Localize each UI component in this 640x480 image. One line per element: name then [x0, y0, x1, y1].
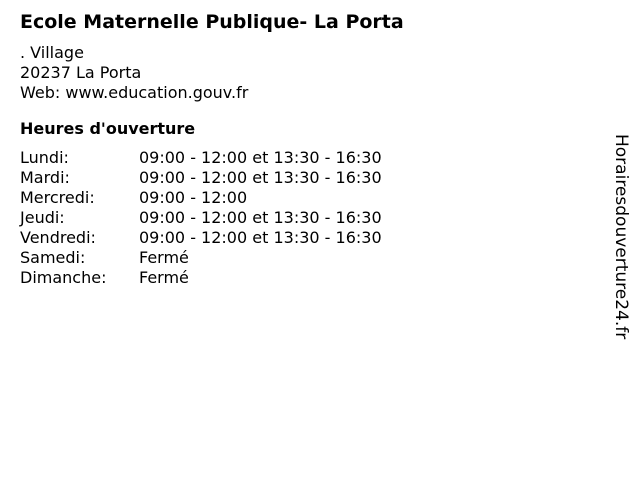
day-label: Lundi: [20, 148, 69, 167]
address-city: 20237 La Porta [20, 63, 142, 82]
address-street: . Village [20, 43, 84, 62]
day-label: Samedi: [20, 248, 86, 267]
hours-row-mercredi [20, 188, 600, 208]
day-hours: Fermé [139, 248, 189, 267]
hours-row-jeudi [20, 208, 600, 228]
day-hours: 09:00 - 12:00 et 13:30 - 16:30 [139, 148, 382, 167]
address-web: Web: www.education.gouv.fr [20, 83, 249, 102]
hours-row-lundi [20, 148, 600, 168]
hours-row-samedi [20, 248, 600, 268]
day-hours: 09:00 - 12:00 et 13:30 - 16:30 [139, 228, 382, 247]
hours-row-mardi [20, 168, 600, 188]
school-name: Ecole Maternelle Publique- La Porta [20, 11, 404, 33]
day-hours: 09:00 - 12:00 [139, 188, 248, 207]
day-hours: 09:00 - 12:00 et 13:30 - 16:30 [139, 208, 382, 227]
hours-row-dimanche [20, 268, 600, 288]
day-label: Mardi: [20, 168, 70, 187]
hours-row-vendredi [20, 228, 600, 248]
day-label: Vendredi: [20, 228, 96, 247]
day-label: Jeudi: [20, 208, 65, 227]
day-hours: 09:00 - 12:00 et 13:30 - 16:30 [139, 168, 382, 187]
opening-hours-table [20, 148, 600, 288]
address-block [20, 43, 600, 103]
opening-hours-heading: Heures d'ouverture [20, 119, 196, 138]
day-label: Dimanche: [20, 268, 107, 287]
day-label: Mercredi: [20, 188, 95, 207]
day-hours: Fermé [139, 268, 189, 287]
school-card [20, 10, 600, 288]
site-watermark: Horairesdouverture24.fr [611, 134, 631, 340]
